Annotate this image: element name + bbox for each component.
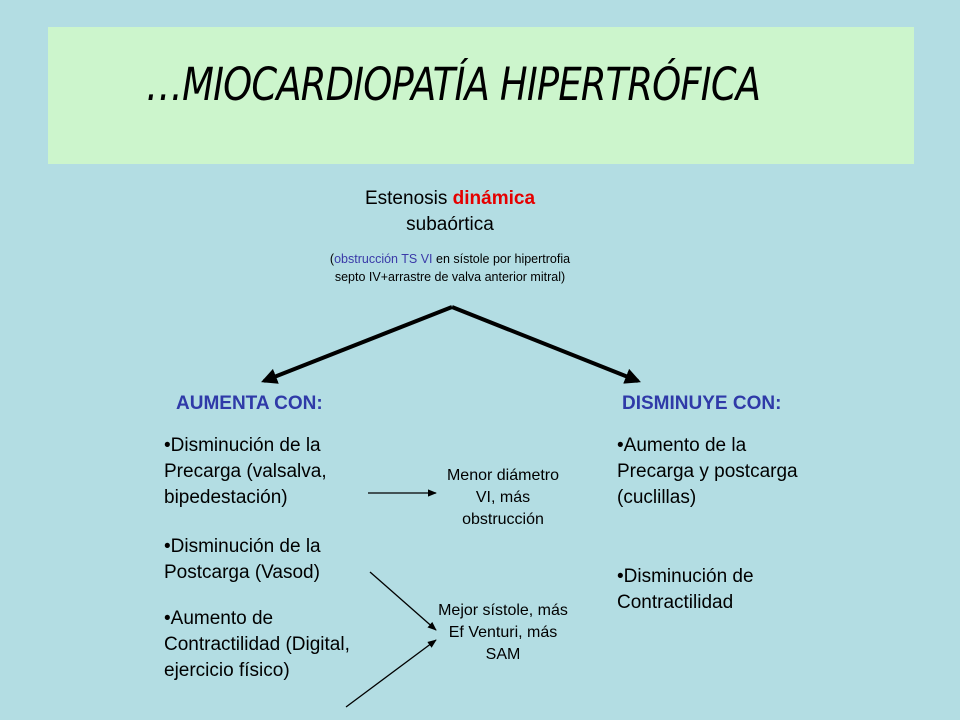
arrow-left-branch <box>264 307 452 381</box>
center-highlight: dinámica <box>452 188 536 209</box>
right-item-2: •Disminución de Contractilidad <box>617 566 754 613</box>
left-heading: AUMENTA CON: <box>176 393 323 414</box>
middle-box-1: Menor diámetro VI, más obstrucción <box>446 467 560 528</box>
left-item-1: •Disminución de la Precarga (valsalva, bipedestación) <box>164 435 327 508</box>
center-line-1-prefix: Estenosis <box>364 188 453 209</box>
middle-box-2: Mejor sístole, más Ef Venturi, más SAM <box>438 602 568 663</box>
left-item-3: •Aumento de Contractilidad (Digital, ejercicio físico) <box>164 608 350 681</box>
right-item-1: •Aumento de la Precarga y postcarga (cuclillas) <box>617 435 798 508</box>
center-note-line-2: septo IV+arrastre de valva anterior mitral) <box>334 270 566 284</box>
slide-title: …MIOCARDIOPATÍA HIPERTRÓFICA <box>146 58 761 111</box>
note-rest: en sístole por hipertrofia <box>432 252 571 266</box>
note-open: ( <box>329 252 335 266</box>
note-highlight: obstrucción TS VI <box>334 252 433 266</box>
arrow-right-branch <box>452 307 638 381</box>
arrow-postcarga-to-box2 <box>370 572 436 630</box>
center-line-2: subaórtica <box>406 214 494 235</box>
left-item-2: •Disminución de la Postcarga (Vasod) <box>164 536 321 583</box>
right-heading: DISMINUYE CON: <box>622 393 782 414</box>
